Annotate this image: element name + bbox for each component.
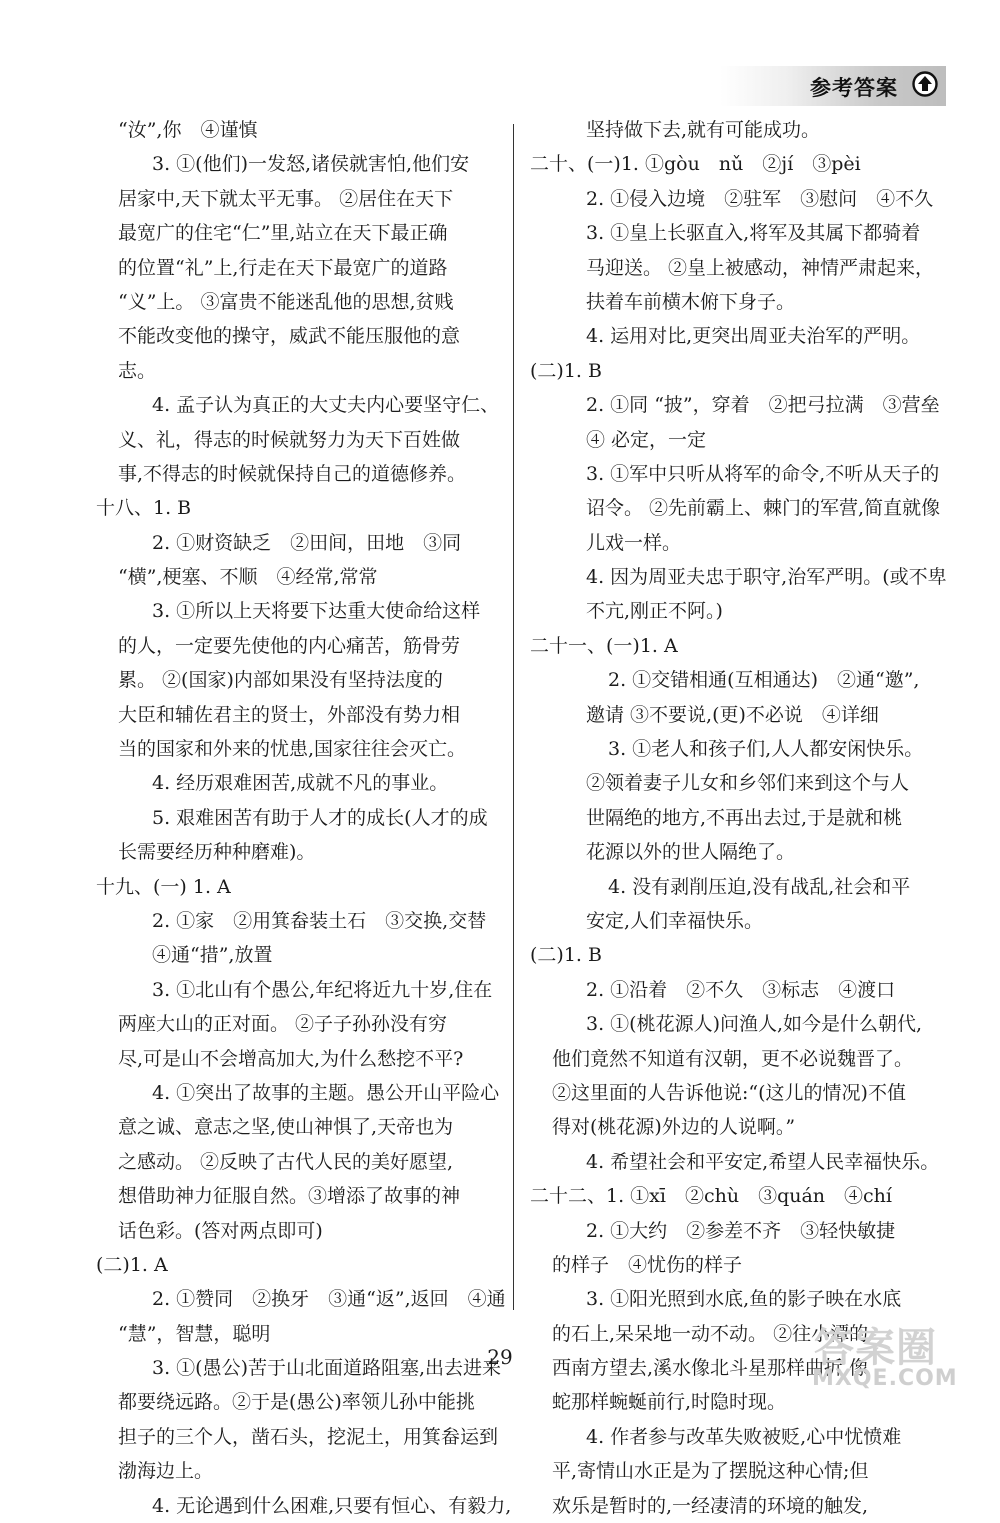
answer-line: 马迎送。 ②皇上被感动，神情严肃起来，: [586, 256, 935, 279]
answer-line: ②这里面的人告诉他说:“(这儿的情况)不值: [552, 1081, 906, 1104]
answer-line: 2. ①财资缺乏 ②田间，田地 ③同: [152, 531, 462, 554]
answer-line: 2. ①大约 ②参差不齐 ③轻快敏捷: [586, 1219, 896, 1242]
answer-line: 话色彩。(答对两点即可): [118, 1219, 323, 1242]
answer-line: 二十、(一)1. ①gòu nǔ ②jí ③pèi: [530, 153, 861, 176]
answer-line: 4. 经历艰难困苦,成就不凡的事业。: [152, 772, 449, 795]
answer-line: ④ 必定，一定: [586, 428, 707, 451]
answer-line: 他们竟然不知道有汉朝，更不必说魏晋了。: [552, 1047, 914, 1070]
column-divider: [513, 124, 514, 1310]
answer-line: 十九、(一) 1. A: [96, 875, 231, 898]
answer-line: 二十二、1. ①xī ②chù ③quán ④chí: [530, 1185, 892, 1208]
answer-line: 4. ①突出了故事的主题。愚公开山平险心: [152, 1081, 500, 1104]
answer-line: (二)1. A: [96, 1253, 168, 1276]
watermark-url: MXQE.COM: [812, 1366, 958, 1391]
answer-line: 渤海边上。: [118, 1460, 214, 1483]
answer-line: “横”,梗塞、不顺 ④经常,常常: [118, 566, 378, 589]
answer-line: 2. ①侵入边境 ②驻军 ③慰问 ④不久: [586, 187, 934, 210]
answer-line: 3. ①所以上天将要下达重大使命给这样: [152, 600, 481, 623]
answer-line: 志。: [118, 359, 157, 382]
answer-line: 二十一、(一)1. A: [530, 634, 678, 657]
answer-line: “汝”,你 ④谨慎: [118, 119, 258, 141]
answer-line: 长需要经历种种磨难)。: [118, 841, 316, 864]
answer-line: 义、礼，得志的时候就努力为天下百姓做: [118, 428, 461, 451]
answer-line: (二)1. B: [530, 359, 602, 382]
answer-line: 都要绕远路。②于是(愚公)率领儿孙中能挑: [118, 1391, 475, 1414]
answer-line: 3. ①(愚公)苦于山北面道路阻塞,出去进来: [152, 1357, 502, 1380]
answer-line: 欢乐是暂时的,一经凄清的环境的触发,: [552, 1494, 869, 1517]
answer-line: 得对(桃花源)外边的人说啊。”: [552, 1116, 796, 1139]
answer-line: 诏令。 ②先前霸上、棘门的军营,简直就像: [586, 497, 941, 520]
answer-line: 邀请 ③不要说,(更)不必说 ④详细: [586, 703, 879, 726]
answer-line: 意之诚、意志之坚,使山神惧了,天帝也为: [118, 1116, 454, 1139]
watermark: [812, 1316, 992, 1396]
answer-line: 蛇那样蜿蜒前行,时隐时现。: [552, 1391, 787, 1414]
answer-line: 当的国家和外来的忧患,国家往往会灭亡。: [118, 738, 467, 761]
answer-line: 累。 ②(国家)内部如果没有坚持法度的: [118, 669, 443, 692]
answer-line: 十八、1. B: [96, 497, 192, 520]
answer-line: 2. ①赞同 ②换牙 ③通“返”,返回 ④通: [152, 1288, 506, 1311]
answer-line: 2. ①交错相通(互相通达) ②通“邀”,: [608, 669, 920, 692]
answer-line: 最宽广的住宅“仁”里,站立在天下最正确: [118, 222, 448, 245]
answer-line: 的石上,呆呆地一动不动。 ②往小潭的: [552, 1322, 869, 1345]
answer-line: 3. ①(他们)一发怒,诸侯就害怕,他们安: [152, 153, 470, 176]
answer-line: 3. ①(桃花源人)问渔人,如今是什么朝代,: [586, 1013, 923, 1036]
answer-line: 坚持做下去,就有可能成功。: [586, 119, 821, 141]
answer-line: 3. ①阳光照到水底,鱼的影子映在水底: [586, 1288, 902, 1311]
answer-line: 花源以外的世人隔绝了。: [586, 841, 796, 864]
answer-line: 4. 无论遇到什么困难,只要有恒心、有毅力,: [152, 1494, 512, 1517]
watermark-logo: 答案圈: [814, 1325, 937, 1371]
answer-line: 3. ①北山有个愚公,年纪将近九十岁,住在: [152, 978, 493, 1001]
right-answer-column: [530, 113, 947, 1523]
answer-line: 想借助神力征服自然。③增添了故事的神: [118, 1185, 461, 1208]
answer-line: 扶着车前横木俯下身子。: [586, 290, 796, 313]
answer-line: ④通“措”,放置: [152, 944, 273, 967]
answer-line: (二)1. B: [530, 944, 602, 967]
answer-line: 担子的三个人，凿石头，挖泥土，用箕畚运到: [118, 1425, 499, 1448]
answer-line: 安定,人们幸福快乐。: [586, 909, 764, 932]
answer-line: 事,不得志的时候就保持自己的道德修养。: [118, 462, 467, 485]
answer-line: 4. 没有剥削压迫,没有战乱,社会和平: [608, 875, 911, 898]
answer-line: 不亢,刚正不阿。): [586, 600, 723, 623]
answer-line: 3. ①皇上长驱直入,将军及其属下都骑着: [586, 222, 921, 245]
up-arrow-circle-icon: [912, 71, 938, 97]
answer-line: 两座大山的正对面。 ②子子孙孙没有穷: [118, 1013, 448, 1036]
answer-line: 2. ①家 ②用箕畚装土石 ③交换,交替: [152, 909, 487, 932]
answer-line: 4. 运用对比,更突出周亚夫治军的严明。: [586, 325, 921, 348]
answer-line: 尽,可是山不会增高加大,为什么愁挖不平?: [118, 1047, 464, 1070]
answer-line: 的样子 ④忧伤的样子: [552, 1253, 743, 1276]
page-number: 29: [487, 1345, 513, 1369]
answer-line: 平,寄情山水正是为了摆脱这种心情;但: [552, 1460, 869, 1483]
answer-line: 大臣和辅佐君主的贤士，外部没有势力相: [118, 703, 461, 726]
answer-line: ②领着妻子儿女和乡邻们来到这个与人: [586, 772, 910, 795]
answer-line: 2. ①同 “披”，穿着 ②把弓拉满 ③营垒: [586, 394, 940, 417]
header-title: 参考答案: [810, 76, 898, 100]
answer-line: 4. 希望社会和平安定,希望人民幸福快乐。: [586, 1150, 940, 1173]
answer-line: 的人，一定要先使他的内心痛苦，筋骨劳: [118, 634, 461, 657]
answer-line: 4. 孟子认为真正的大丈夫内心要坚守仁、: [152, 394, 500, 417]
answer-line: 4. 因为周亚夫忠于职守,治军严明。(或不卑: [586, 566, 947, 589]
answer-line: 西南方望去,溪水像北斗星那样曲折,像: [552, 1357, 869, 1380]
answer-line: 儿戏一样。: [586, 531, 682, 554]
answer-line: 居家中,天下就太平无事。 ②居住在天下: [118, 187, 454, 210]
answer-line: 3. ①老人和孩子们,人人都安闲快乐。: [608, 738, 924, 761]
answer-line: 4. 作者参与改革失败被贬,心中忧愤难: [586, 1425, 902, 1448]
answer-line: 2. ①沿着 ②不久 ③标志 ④渡口: [586, 978, 896, 1001]
answer-line: 的位置“礼”上,行走在天下最宽广的道路: [118, 256, 448, 279]
answer-line: “义”上。 ③富贵不能迷乱他的思想,贫贱: [118, 290, 454, 313]
answer-line: 世隔绝的地方,不再出去过,于是就和桃: [586, 806, 903, 829]
answer-line: 5. 艰难困苦有助于人才的成长(人才的成: [152, 806, 488, 829]
answer-line: 不能改变他的操守，威武不能压服他的意: [118, 325, 461, 348]
left-answer-column: [96, 113, 512, 1523]
answer-line: “慧”，智慧，聪明: [118, 1322, 271, 1345]
answer-line: 之感动。 ②反映了古代人民的美好愿望,: [118, 1150, 454, 1173]
answer-line: 3. ①军中只听从将军的命令,不听从天子的: [586, 462, 940, 485]
